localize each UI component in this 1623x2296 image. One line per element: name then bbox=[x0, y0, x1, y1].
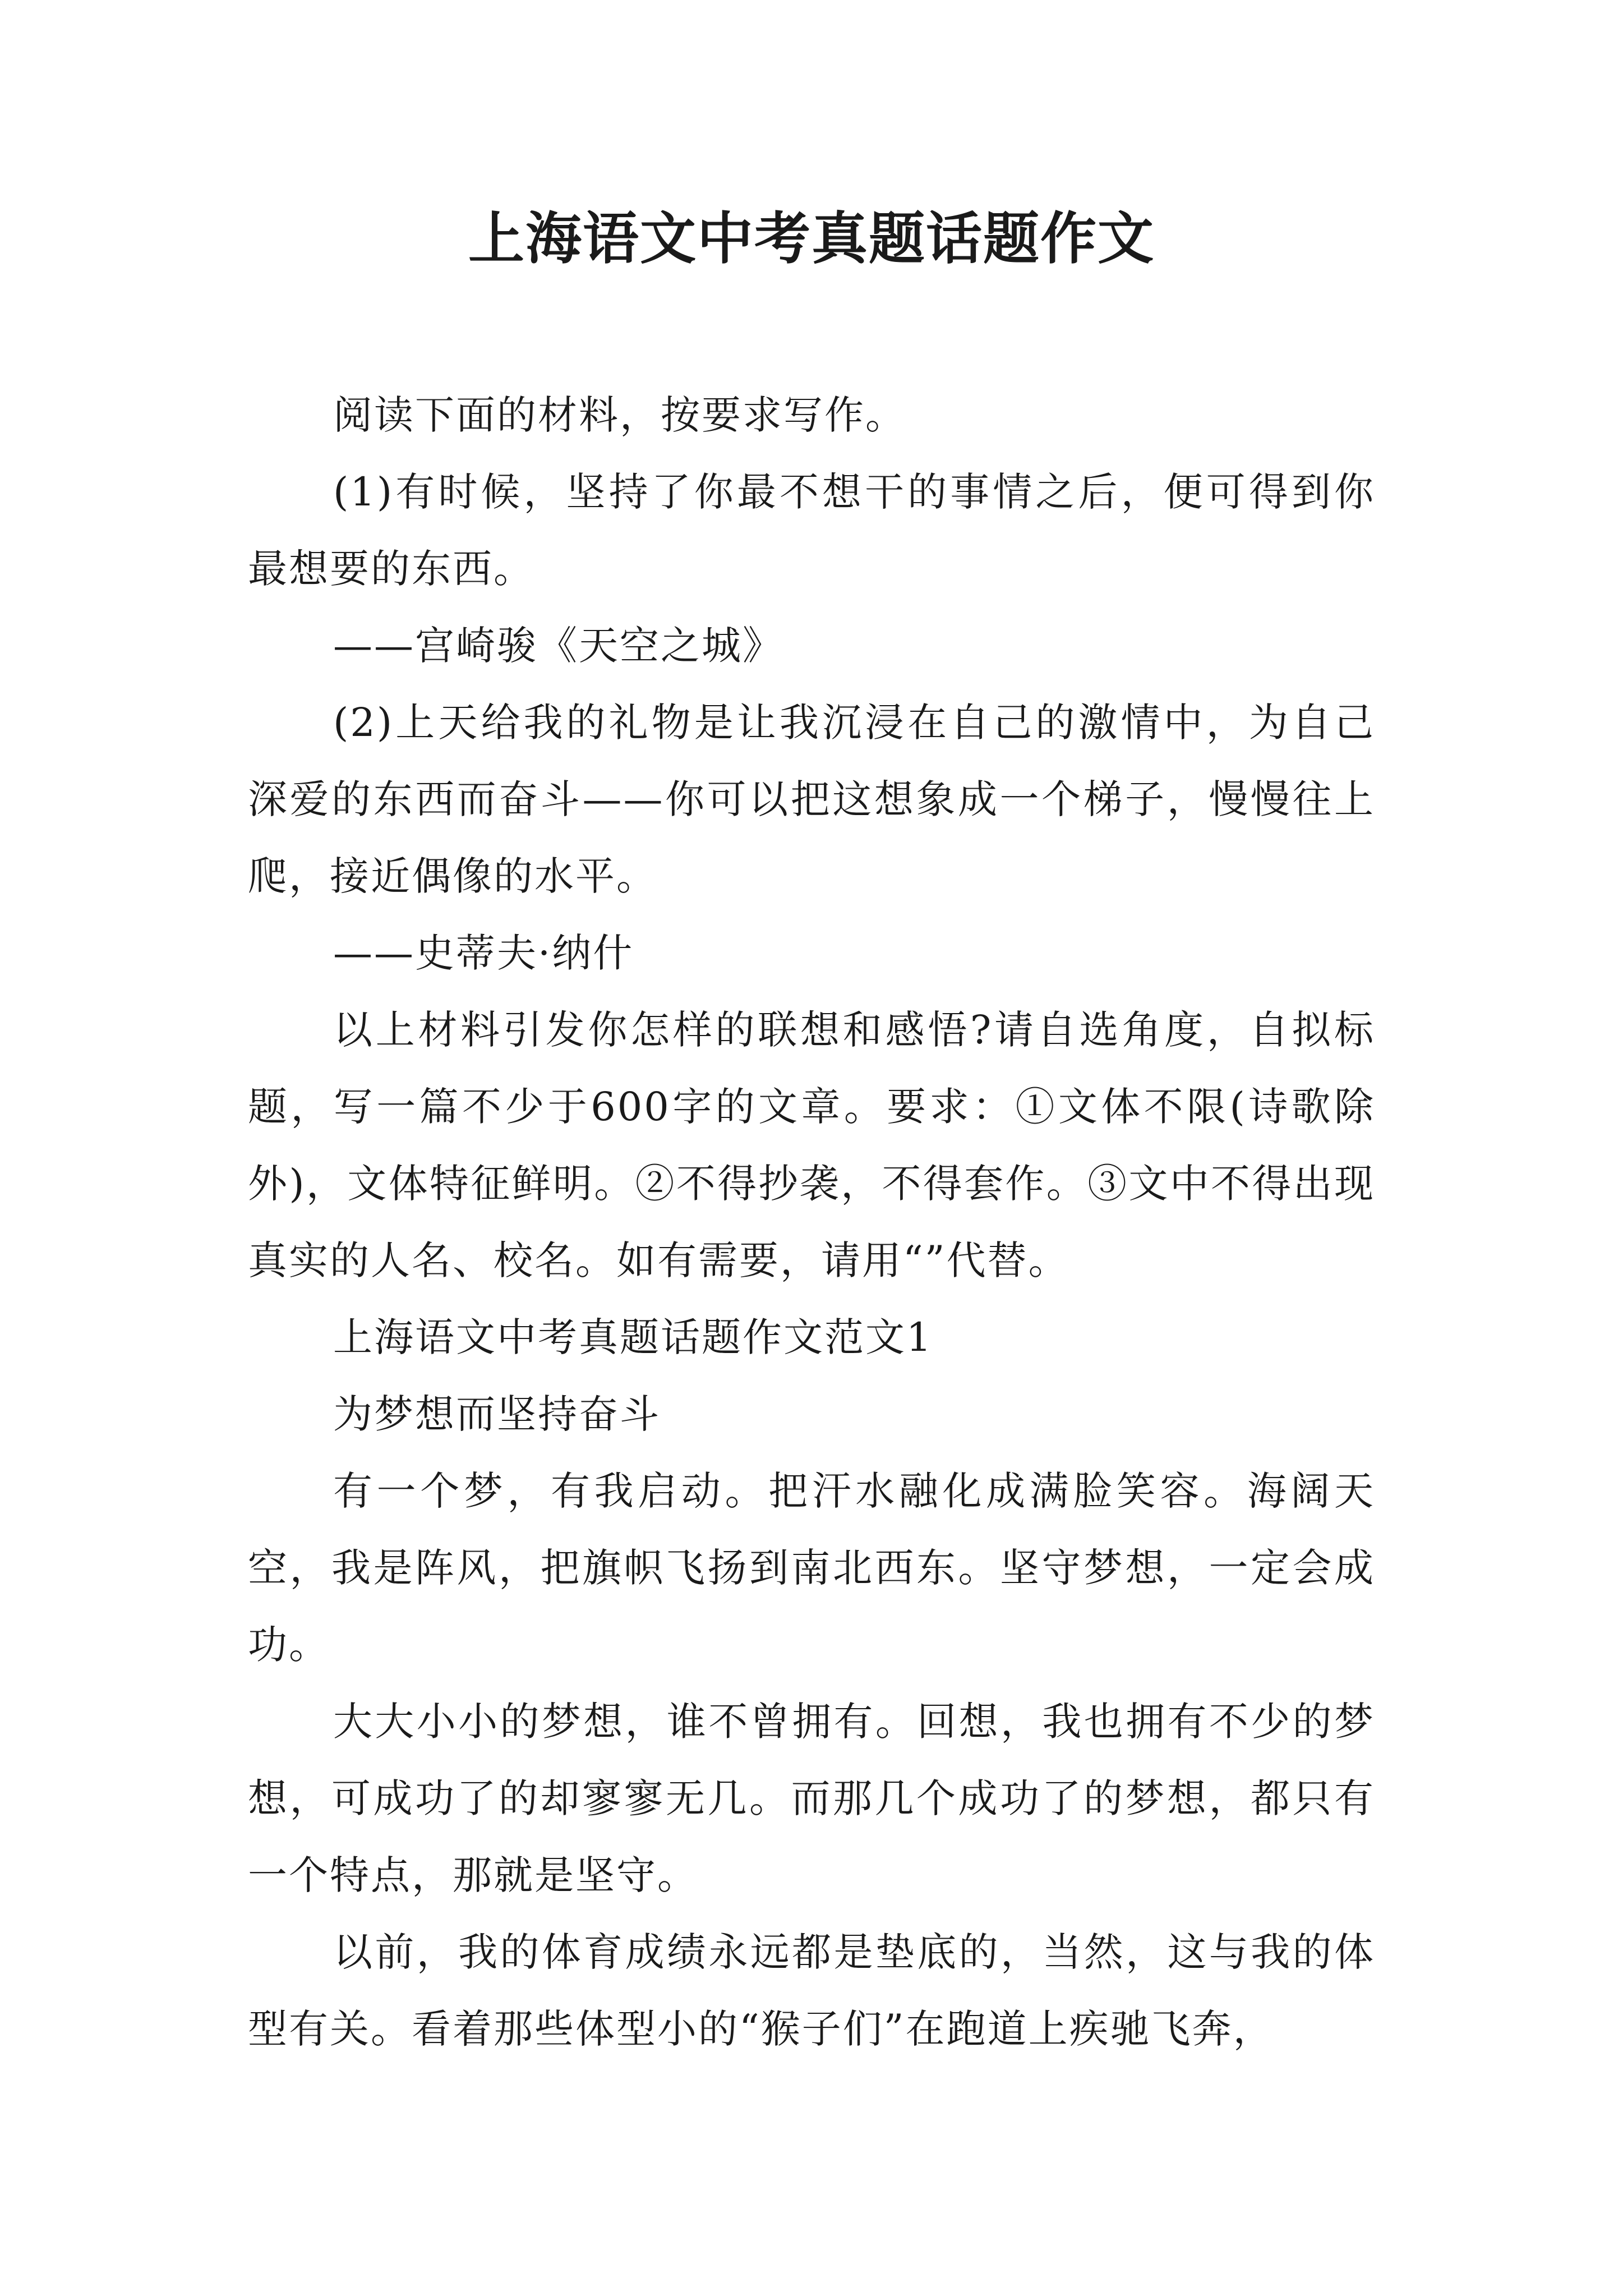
paragraph-material-2: (2)上天给我的礼物是让我沉浸在自己的激情中，为自己深爱的东西而奋斗——你可以把这想象成一个梯子，慢慢往上爬，接近偶像的水平。 bbox=[248, 700, 1375, 899]
paragraph-sample-heading: 上海语文中考真题话题作文范文1 bbox=[333, 1314, 933, 1360]
paragraph-essay-2: 大大小小的梦想，谁不曾拥有。回想，我也拥有不少的梦想，可成功了的却寥寥无几。而那几个成功了的梦想，都只有一个特点，那就是坚守。 bbox=[248, 1699, 1375, 1898]
paragraph-essay-3: 以前，我的体育成绩永远都是垫底的，当然，这与我的体型有关。看着那些体型小的“猴子们”在跑道上疾驰飞奔， bbox=[248, 1929, 1375, 2052]
paragraph-material-1: (1)有时候，坚持了你最不想干的事情之后，便可得到你最想要的东西。 bbox=[248, 469, 1375, 592]
paragraph-essay-1: 有一个梦，有我启动。把汗水融化成满脸笑容。海阔天空，我是阵风，把旗帜飞扬到南北西东。坚守梦想，一定会成功。 bbox=[248, 1468, 1375, 1668]
paragraph-source-1: ——宫崎骏《天空之城》 bbox=[333, 623, 783, 669]
document-body bbox=[248, 377, 1375, 2068]
paragraph-essay-title: 为梦想而坚持奋斗 bbox=[333, 1391, 661, 1437]
paragraph-instruction: 阅读下面的材料，按要求写作。 bbox=[333, 392, 906, 438]
document-title: 上海语文中考真题话题作文 bbox=[468, 205, 1155, 272]
paragraph-source-2: ——史蒂夫·纳什 bbox=[333, 930, 634, 976]
paragraph-requirements: 以上材料引发你怎样的联想和感悟?请自选角度，自拟标题，写一篇不少于600字的文章。要求：①文体不限(诗歌除外)，文体特征鲜明。②不得抄袭，不得套作。③文中不得出现真实的人名、校名。如有需要，请用“”代替。 bbox=[248, 1007, 1375, 1283]
